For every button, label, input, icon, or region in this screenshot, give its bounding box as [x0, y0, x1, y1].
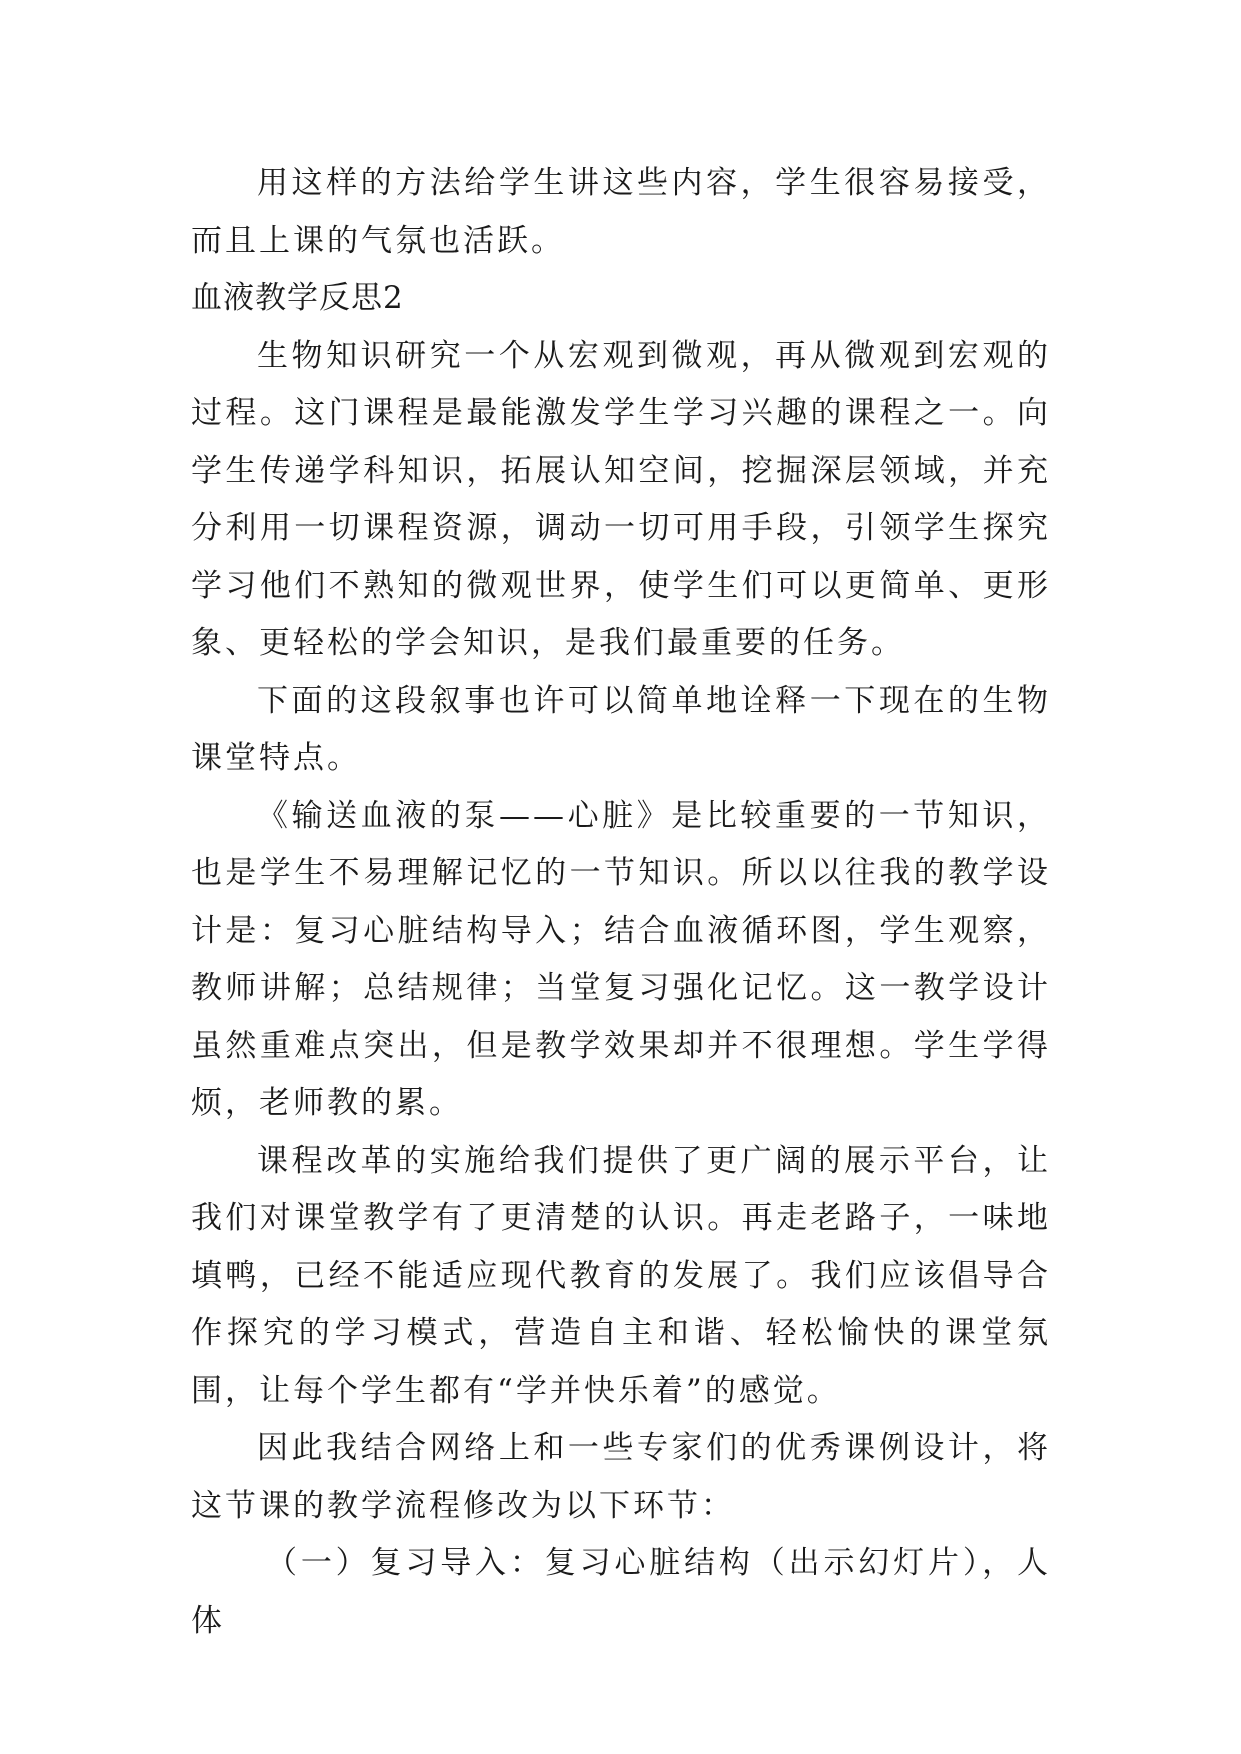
paragraph-6: 因此我结合网络上和一些专家们的优秀课例设计，将这节课的教学流程修改为以下环节：: [191, 1430, 1051, 1524]
paragraph-1: 用这样的方法给学生讲这些内容，学生很容易接受，而且上课的气氛也活跃。: [191, 165, 1051, 259]
document-body: [191, 155, 1051, 1650]
paragraph-7: （一）复习导入：复习心脏结构（出示幻灯片），人体: [191, 1545, 1051, 1639]
paragraph-3: 下面的这段叙事也许可以简单地诠释一下现在的生物课堂特点。: [191, 682, 1051, 776]
paragraph-4: 《输送血液的泵——心脏》是比较重要的一节知识，也是学生不易理解记忆的一节知识。所以以往我的教学设计是：复习心脏结构导入；结合血液循环图，学生观察，教师讲解；总结规律；当堂复习强化记忆。这一教学设计虽然重难点突出，但是教学效果却并不很理想。学生学得烦，老师教的累。: [191, 797, 1051, 1121]
section-heading: 血液教学反思2: [191, 280, 404, 316]
paragraph-5: 课程改革的实施给我们提供了更广阔的展示平台，让我们对课堂教学有了更清楚的认识。再走老路子，一味地填鸭，已经不能适应现代教育的发展了。我们应该倡导合作探究的学习模式，营造自主和谐、轻松愉快的课堂氛围，让每个学生都有“学并快乐着”的感觉。: [191, 1142, 1051, 1409]
paragraph-2: 生物知识研究一个从宏观到微观，再从微观到宏观的过程。这门课程是最能激发学生学习兴趣的课程之一。向学生传递学科知识，拓展认知空间，挖掘深层领域，并充分利用一切课程资源，调动一切可用手段，引领学生探究学习他们不熟知的微观世界，使学生们可以更简单、更形象、更轻松的学会知识，是我们最重要的任务。: [191, 337, 1051, 661]
